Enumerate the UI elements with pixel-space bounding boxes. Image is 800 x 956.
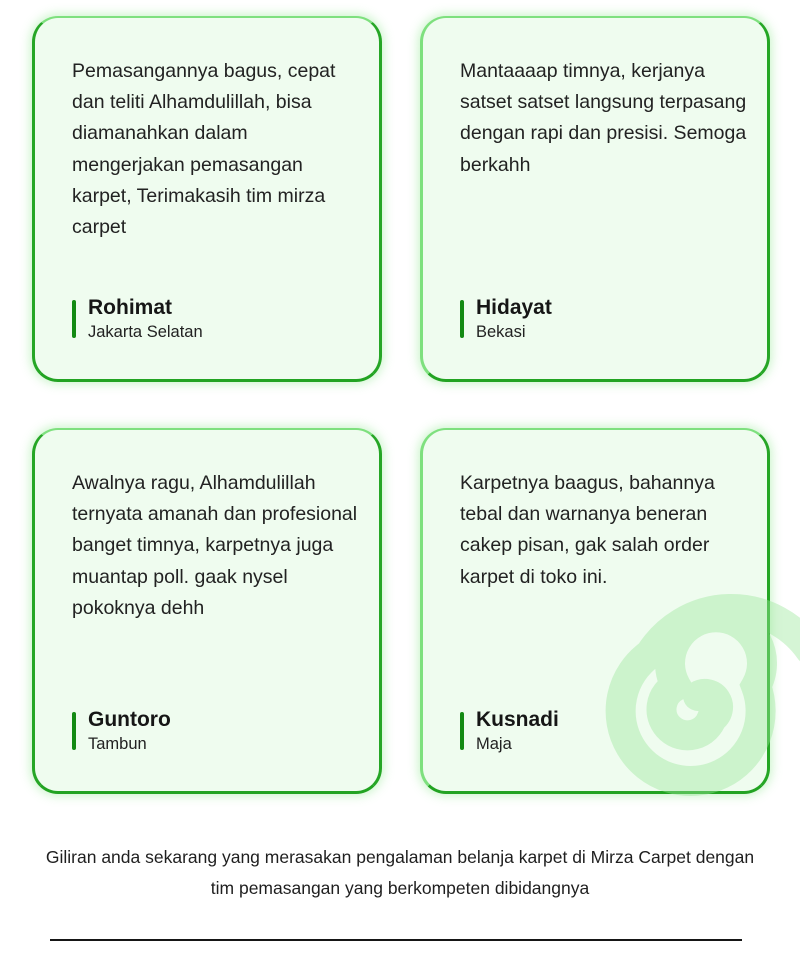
author-name: Rohimat	[88, 296, 172, 319]
testimonial-quote: Karpetnya baagus, bahannya tebal dan warnanya beneran cakep pisan, gak salah order karpet di toko ini.	[460, 472, 715, 588]
author-location: Bekasi	[476, 323, 526, 341]
testimonial-card	[32, 428, 382, 794]
accent-bar	[460, 300, 464, 338]
testimonial-author	[72, 296, 203, 344]
testimonial-card	[32, 16, 382, 382]
testimonial-card	[420, 16, 770, 382]
closing-message: Giliran anda sekarang yang merasakan pengalaman belanja karpet di Mirza Carpet dengan tim pemasangan yang berkompeten dibidangnya	[45, 847, 755, 898]
testimonial-quote: Awalnya ragu, Alhamdulillah ternyata amanah dan profesional banget timnya, karpetnya juga muantap poll. gaak nysel pokoknya dehh	[72, 472, 358, 619]
accent-bar	[72, 712, 76, 750]
author-location: Maja	[476, 735, 512, 753]
testimonial-author	[460, 708, 559, 756]
author-location: Jakarta Selatan	[88, 323, 203, 341]
testimonial-quote: Mantaaaap timnya, kerjanya satset satset langsung terpasang dengan rapi dan presisi. Semoga berkahh	[460, 60, 747, 176]
testimonial-card	[420, 428, 770, 794]
author-name: Hidayat	[476, 296, 552, 319]
accent-bar	[72, 300, 76, 338]
divider	[50, 939, 742, 941]
testimonial-quote: Pemasangannya bagus, cepat dan teliti Alhamdulillah, bisa diamanahkan dalam mengerjakan pemasangan karpet, Terimakasih tim mirza carpet	[72, 60, 336, 239]
testimonial-author	[460, 296, 552, 344]
author-location: Tambun	[88, 735, 147, 753]
author-name: Guntoro	[88, 708, 171, 731]
author-name: Kusnadi	[476, 708, 559, 731]
testimonial-author	[72, 708, 171, 756]
accent-bar	[460, 712, 464, 750]
